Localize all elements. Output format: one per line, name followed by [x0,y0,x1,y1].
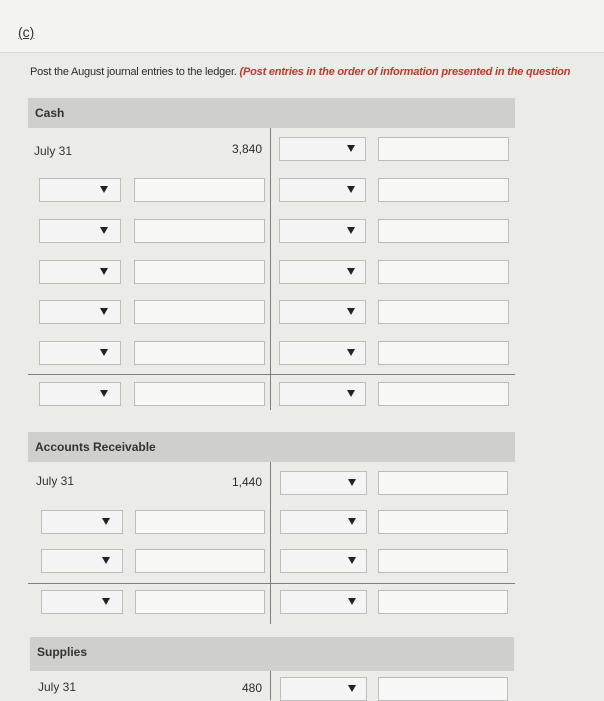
chevron-down-icon [100,390,108,397]
chevron-down-icon [347,308,355,315]
ar-opening-amount: 1,440 [231,475,262,489]
chevron-down-icon [348,557,356,564]
chevron-down-icon [100,308,108,315]
cash-credit-date-select[interactable] [279,341,366,365]
top-strip [0,0,604,53]
ar-credit-amount-input[interactable] [378,510,508,534]
cash-debit-date-select[interactable] [39,341,121,365]
cash-credit-date-select[interactable] [279,219,366,243]
cash-opening-label: July 31 [34,144,73,158]
accounts-receivable-header [28,432,515,462]
ar-debit-amount-input[interactable] [135,510,265,534]
cash-debit-amount-input[interactable] [134,219,265,243]
chevron-down-icon [102,557,110,564]
cash-total-line [28,374,515,375]
chevron-down-icon [347,390,355,397]
cash-credit-amount-input[interactable] [378,137,509,161]
chevron-down-icon [347,268,355,275]
chevron-down-icon [347,349,355,356]
ar-balance-date-select[interactable] [41,590,123,614]
cash-balance-credit-date-select[interactable] [279,382,366,406]
instruction-text: Post the August journal entries to the ledger. [30,66,237,78]
cash-credit-amount-input[interactable] [378,260,509,284]
cash-balance-date-select[interactable] [39,382,121,406]
cash-account-header [28,98,515,128]
supplies-opening-label: July 31 [38,680,77,694]
ar-t-vertical-line [270,462,271,624]
chevron-down-icon [347,186,355,193]
supplies-credit-date-select[interactable] [280,677,367,701]
accounts-receivable-title: Accounts Receivable [35,440,156,454]
supplies-credit-amount-input[interactable] [378,677,508,701]
ar-balance-credit-date-select[interactable] [280,590,367,614]
cash-credit-amount-input[interactable] [378,219,509,243]
cash-t-vertical-line [270,128,271,410]
cash-debit-amount-input[interactable] [134,178,265,202]
cash-debit-date-select[interactable] [39,178,121,202]
cash-credit-date-select[interactable] [279,178,366,202]
ar-opening-label: July 31 [36,474,75,488]
cash-credit-amount-input[interactable] [378,300,509,324]
cash-balance-credit-input[interactable] [378,382,509,406]
cash-debit-amount-input[interactable] [134,341,265,365]
chevron-down-icon [102,518,110,525]
ar-balance-credit-input[interactable] [378,590,508,614]
ar-credit-amount-input[interactable] [378,549,508,573]
supplies-account-title: Supplies [37,645,88,659]
ar-credit-date-select[interactable] [280,549,367,573]
part-label: (c) [18,24,35,40]
ar-credit-date-select[interactable] [280,471,367,495]
chevron-down-icon [100,349,108,356]
chevron-down-icon [102,598,110,605]
ar-credit-amount-input[interactable] [378,471,508,495]
ar-debit-date-select[interactable] [41,549,123,573]
chevron-down-icon [100,268,108,275]
cash-credit-date-select[interactable] [279,260,366,284]
chevron-down-icon [347,145,355,152]
ar-credit-date-select[interactable] [280,510,367,534]
instruction-note: (Post entries in the order of information presented in the question [239,66,571,78]
cash-balance-debit-input[interactable] [134,382,265,406]
chevron-down-icon [348,479,356,486]
chevron-down-icon [348,598,356,605]
cash-credit-date-select[interactable] [279,137,366,161]
cash-credit-date-select[interactable] [279,300,366,324]
cash-debit-amount-input[interactable] [134,260,265,284]
chevron-down-icon [100,186,108,193]
supplies-account-header [30,637,514,671]
cash-debit-amount-input[interactable] [134,300,265,324]
chevron-down-icon [347,227,355,234]
ar-total-line [28,583,515,584]
ar-debit-amount-input[interactable] [135,549,265,573]
cash-credit-amount-input[interactable] [378,178,509,202]
cash-opening-amount: 3,840 [231,142,262,156]
cash-credit-amount-input[interactable] [378,341,509,365]
ar-debit-date-select[interactable] [41,510,123,534]
cash-debit-date-select[interactable] [39,219,121,243]
chevron-down-icon [100,227,108,234]
cash-debit-date-select[interactable] [39,260,121,284]
cash-debit-date-select[interactable] [39,300,121,324]
supplies-t-vertical-line [270,671,271,700]
chevron-down-icon [348,685,356,692]
ar-balance-debit-input[interactable] [135,590,265,614]
supplies-opening-amount: 480 [241,681,262,695]
chevron-down-icon [348,518,356,525]
instruction [30,66,604,78]
cash-account-title: Cash [35,106,65,120]
